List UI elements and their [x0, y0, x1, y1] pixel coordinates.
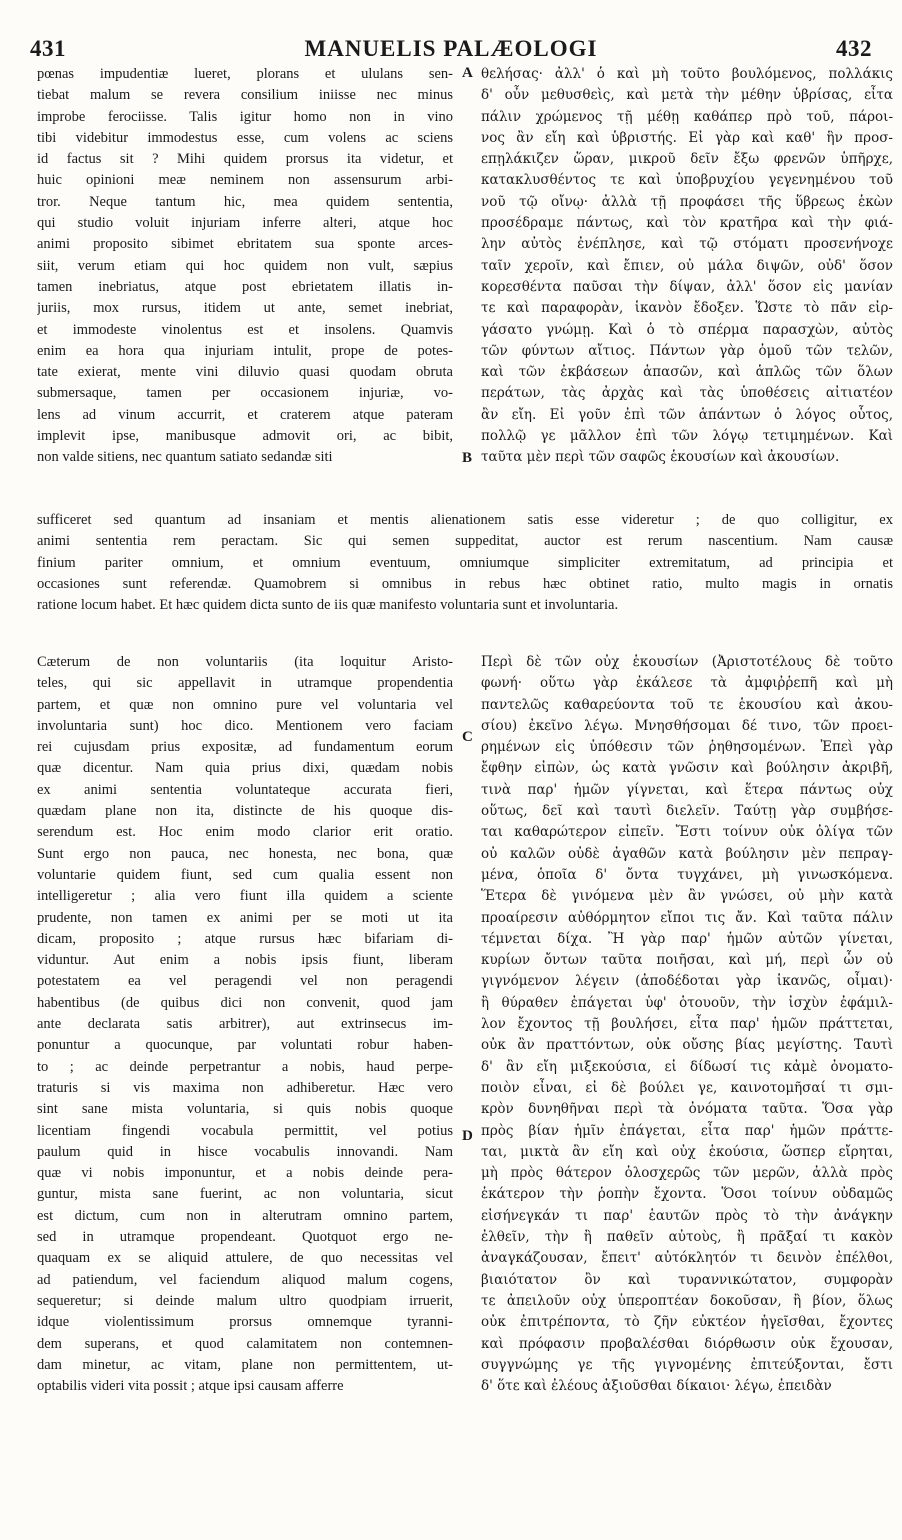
- text-line: sed in utramque propendeant. Quotquot ergo ne-: [37, 1229, 453, 1246]
- text-line: ante declarata satis arbitrer), aut extrinsecus im-: [37, 1016, 453, 1033]
- text-line: qui studio voluit injuriam inferre alteri, atque hoc: [37, 215, 453, 232]
- text-line: πρὸς βίαν ἡμῖν ἐπάγεται, εἶτα παρ' ἡμῶν πράττε-: [481, 1122, 893, 1139]
- text-line: pœnas impudentiæ lueret, plorans et ululans sen-: [37, 66, 453, 82]
- text-line: quæ dicentur. Nam quia prius dixi, quædam nobis: [37, 760, 453, 777]
- text-line: τῶν φύντων αἴτιος. Πάντων γὰρ ὁμοῦ τῶν τελῶν,: [481, 342, 893, 359]
- text-line: occasiones sunt referendæ. Quamobrem si omnibus in rebus hæc obtinet ratio, multo magis in ornatis: [37, 575, 893, 592]
- text-line: tate exierat, mente vini diluvio quasi quodam obruta: [37, 364, 453, 381]
- text-line: ταῖν χεροῖν, καὶ ἔπιεν, οὐ μάλα διψῶν, οὐδ' ὅσον: [481, 257, 893, 274]
- text-line: guntur, mista sane fuerint, ac non voluntaria, sicut: [37, 1186, 453, 1203]
- text-line: involuntaria sunt) hoc dico. Mentionem vero faciam: [37, 717, 453, 734]
- text-line: tibi videbitur immodestus esse, cum volens ac sciens: [37, 129, 453, 146]
- text-line: optabilis videri vita possit ; atque ipsi causam afferre: [37, 1378, 344, 1395]
- text-line: εἰσήνεγκάν τι παρ' ἑαυτῶν πρὸς τὸ τὴν ἀνάγκην: [481, 1207, 893, 1224]
- greek-column-bottom: [481, 652, 893, 1397]
- text-line: potestatem ea vel peragendi vel non peragendi: [37, 973, 453, 990]
- text-line: intelligeretur ; alia vero fiunt illa quidem a sciente: [37, 888, 453, 905]
- text-line: μένα, ὁποῖα δ' ὄντα τυγχάνει, μὴ γινωσκόμενα.: [481, 866, 893, 883]
- text-line: licentiam fingendi vocabula permittit, vel potius: [37, 1122, 453, 1139]
- text-line: traturis si vis maxima non adhiberetur. Hæc vero: [37, 1079, 453, 1096]
- text-line: ex animi sententia voluntateque accurata fieri,: [37, 781, 453, 798]
- running-title: MANUELIS PALÆOLOGI: [304, 36, 598, 61]
- text-line: ἔφθην εἰπὼν, ὡς κατὰ γνῶσιν καὶ βούλησιν ἀκριβῆ,: [481, 760, 893, 777]
- page-number-left: 431: [30, 36, 66, 61]
- text-line: επῃλάκιζεν ὥραν, μικροῦ δεῖν ἔξω φρενῶν ὑπῆρχε,: [481, 151, 893, 168]
- margin-marker-b: B: [462, 450, 473, 466]
- text-line: enim ea hora qua injuriam intulit, prope de potes-: [37, 342, 453, 359]
- text-line: κορεσθέντα παῦσαι τὴν δίψαν, ἀλλ' ὅσον εἰς μανίαν: [481, 278, 893, 295]
- text-line: quæ vi nobis imponuntur, et a nobis deinde pera-: [37, 1165, 453, 1182]
- margin-marker-c: C: [462, 729, 473, 745]
- text-line: juriis, mox rursus, itidem ut ante, semet inebriat,: [37, 300, 453, 317]
- text-line: sint sane mista voluntaria, si quis nobis quoque: [37, 1101, 453, 1118]
- text-line: ponuntur a quocunque, par voluntati robur haben-: [37, 1037, 453, 1054]
- text-line: voluntarie quidem fiunt, sed cum qualia essent non: [37, 866, 453, 883]
- text-line: δ' ἂν εἴη μιξεκούσια, εἰ δίδωσί τις κἀμὲ ὀνοματο-: [481, 1058, 893, 1075]
- text-line: quaquam ex se aliquid attulere, de quo necessitas vel: [37, 1250, 453, 1267]
- text-line: κρὸν δυνηθῆναι περὶ τὰ ὀνόματα ταῦτα. Ὅσα γὰρ: [481, 1101, 893, 1118]
- text-line: γιγνόμενον λέγειν (ἀποδέδοται γὰρ ἱκανῶς, οἶμαι)·: [481, 973, 893, 990]
- text-line: νοῦ τῷ οἴνῳ· ἀλλὰ τῇ προφάσει τῆς ὕβρεως ἑκὼν: [481, 193, 893, 210]
- text-line: Περὶ δὲ τῶν οὐχ ἑκουσίων (Ἀριστοτέλους δὲ τοῦτο: [481, 654, 893, 670]
- margin-marker-d: D: [462, 1128, 473, 1144]
- text-line: λον ἔχοντος τῇ βουλήσει, εἶτα παρ' ἡμῶν πράττεται,: [481, 1016, 893, 1033]
- text-line: δ' ὅτε καὶ ἐλέους ἀξιοῦσθαι δίκαιοι· λέγω, ἐπειδὰν: [481, 1378, 832, 1395]
- text-line: animi sententia rem peractam. Sic qui semen suppeditat, auctor est rerum nascentium. Nam causæ: [37, 533, 893, 550]
- text-line: rei cujusdam prius expositæ, ad fundamentum eorum: [37, 739, 453, 756]
- text-line: dam minetur, ac vitam, plane non permittentem, ut-: [37, 1356, 453, 1373]
- text-line: animi proposito sibimet ebritatem sua sponte arces-: [37, 236, 453, 253]
- text-line: θελήσας· ἀλλ' ὁ καὶ μὴ τοῦτο βουλόμενος, πολλάκις: [481, 66, 893, 82]
- text-line: sequeretur; si deinde malum ultro quodpiam irruerit,: [37, 1292, 453, 1309]
- text-line: περάτων, τὰς ἀρχὰς καὶ τὰς ὑποθέσεις αἰτιατέον: [481, 385, 893, 402]
- text-line: λην αὐτὸς ἐνέπλησε, καὶ τῷ στόματι προσενήνοχε: [481, 236, 893, 253]
- text-line: ποιὸν εἶναι, εἰ δὲ βούλει γε, καινοτομῆσαί τι σμι-: [481, 1079, 893, 1096]
- text-line: ταῦτα μὲν περὶ τῶν σαφῶς ἑκουσίων καὶ ἀκουσίων.: [481, 449, 840, 466]
- text-line: ται καθαρώτερον εἰπεῖν. Ἔστι τοίνυν οὐκ ὀλίγα τῶν: [481, 824, 893, 841]
- text-line: teles, qui sic appellavit in utramque propendentia: [37, 675, 453, 692]
- text-line: Ἕτερα δὲ γινόμενα μὲν ἂν γνώσει, οὐ μὴν κατὰ: [481, 888, 893, 905]
- text-line: est dictum, cum non in alterutram omnino partem,: [37, 1207, 453, 1224]
- text-line: συγγνώμης γε τῆς γιγνομένης ἐπιτεύξονται, ἔστι: [481, 1356, 893, 1373]
- margin-marker-a: A: [462, 65, 473, 81]
- text-line: tror. Neque tantum hic, mea quidem sententia,: [37, 193, 453, 210]
- page-number-right: 432: [836, 36, 872, 61]
- text-line: ad patiendum, vel faciendum aliquod malum cogens,: [37, 1271, 453, 1288]
- text-line: ratione locum habet. Et hæc quidem dicta sunto de iis quæ manifesto voluntaria sunt et involuntaria.: [37, 597, 619, 614]
- text-line: ἂν εἴη. Εἰ γοῦν ἐπὶ τῶν ἁπάντων ὁ λόγος οὗτος,: [481, 406, 893, 423]
- text-line: finium pariter omnium, et omnium eventuum, omniumque simpliciter extremitatum, ad principia et: [37, 554, 893, 571]
- text-line: οὕτως, δεῖ καὶ ταυτὶ διελεῖν. Ταύτῃ γὰρ συμβήσε-: [481, 803, 893, 820]
- text-line: ἑκάτερον τὴν ῥοπὴν ἔχοντα. Ὅσοι τοίνυν οὐδαμῶς: [481, 1186, 893, 1203]
- text-line: γάσατο γνώμῃ. Καὶ ὁ τὸ σπέρμα παρασχὼν, αὐτὸς: [481, 321, 893, 338]
- text-line: submersaque, tamen per occasionem injuriæ, vo-: [37, 385, 453, 402]
- text-line: dicam, proposito ; atque rursus hæc bifariam di-: [37, 930, 453, 947]
- text-line: νος ἂν εἴη καὶ ὑβριστής. Εἰ γὰρ καὶ καθ' ἣν προσ-: [481, 129, 893, 146]
- text-line: τινὰ παρ' ἡμῶν γίγνεται, καὶ ἕτερα πάντως οὐχ: [481, 781, 893, 798]
- text-line: φωνή· οὕτω γὰρ ἐκάλεσε τὰ ἀμφιῤῥεπῆ καὶ μὴ: [481, 675, 893, 692]
- text-line: οὐκ ἂν πραττόντων, οὐκ οὔσης βίας μεγίστης. Ταυτὶ: [481, 1037, 893, 1054]
- text-line: partem, et quæ non omnino pure vel voluntaria vel: [37, 696, 453, 713]
- text-line: παντελῶς καθαρεύοντα τοῦ τε ἑκουσίου καὶ ἀκου-: [481, 696, 893, 713]
- text-line: tamen inebriatus, atque post ebrietatem illatis in-: [37, 278, 453, 295]
- text-line: πολλῷ γε μᾶλλον ἐπὶ τῶν λόγῳ τετιμημένων. Καὶ: [481, 428, 893, 445]
- text-line: viduntur. Aut enim a nobis ipsis fiunt, liberam: [37, 952, 453, 969]
- text-line: προσέδραμε πάντως, καὶ τὸν κρατῆρα καὶ τὴν φιά-: [481, 215, 893, 232]
- text-line: siit, verum etiam qui hoc quidem non vult, sæpius: [37, 257, 453, 274]
- text-line: id factus sit ? Mihi quidem prorsus ita videtur, et: [37, 151, 453, 168]
- text-line: τε ἀπειλοῦν οὐχ ὑπεροπτέαν δοκοῦσαν, ἢ βίον, ὅλως: [481, 1292, 893, 1309]
- text-line: καὶ τῶν ἐκβάσεων ἁπασῶν, καὶ ἁπλῶς τῶν ὅλων: [481, 364, 893, 381]
- text-line: idque violentissimum prorsus omnemque tyranni-: [37, 1314, 453, 1331]
- text-line: tiebat malum se revera consilium iniisse nec minus: [37, 87, 453, 104]
- text-line: τέμνεται δίχα. Ἢ γὰρ παρ' ἡμῶν αὐτῶν γίνεται,: [481, 930, 893, 947]
- latin-full-width-paragraph: [37, 510, 893, 616]
- text-line: ται, μικτὰ ἂν εἴη καὶ οὐχ ἑκούσια, ὥσπερ εἴρηται,: [481, 1143, 893, 1160]
- latin-column-top: [37, 64, 453, 469]
- text-line: improbe ferociisse. Talis igitur homo non in vino: [37, 108, 453, 125]
- text-line: ἐλθεῖν, τὴν ἢ παθεῖν αὐτοὺς, ἢ πρᾶξαί τι κακὸν: [481, 1229, 893, 1246]
- text-line: καὶ πρόφασιν προβαλέσθαι διόρθωσιν οὐκ ἔχουσαν,: [481, 1335, 893, 1352]
- text-line: δ' οὖν μεθυσθεὶς, καὶ μετὰ τὴν μέθην ὑβρίσας, εἶτα: [481, 87, 893, 104]
- text-line: πάλιν χρώμενος τῇ μέθῃ καθάπερ πρὸ τοῦ, πάροι-: [481, 108, 893, 125]
- text-line: προαίρεσιν αὐθόρμητον εἴποι τις ἄν. Καὶ ταῦτα πάλιν: [481, 909, 893, 926]
- greek-column-top: [481, 64, 893, 469]
- text-line: sufficeret sed quantum ad insaniam et mentis alienationem satis esse videretur ; de quo colligitur, ex: [37, 512, 893, 528]
- text-line: βιαιότατον ὂν καὶ τυραννικώτατον, συμφορὰν: [481, 1271, 893, 1288]
- text-line: implevit ipse, manibusque admovit ori, ac bibit,: [37, 428, 453, 445]
- text-line: οὐ καλῶν οὐδὲ ἀγαθῶν κατὰ βούλησιν μὲν πεπραγ-: [481, 845, 893, 862]
- text-line: κυρίων ὄντων ταῦτα ποιῆσαι, καὶ μή, περὶ ὧν οὐ: [481, 952, 893, 969]
- text-line: ἢ θύραθεν ἐπάγεται ὑφ' ὁτουοῦν, τὴν ἰσχὺν ἐφάμιλ-: [481, 994, 893, 1011]
- text-line: οὐκ ἐπιτρέποντα, τὸ ζῆν εὐκτέον ἡγεῖσθαι, ἔχοντες: [481, 1314, 893, 1331]
- text-line: Sunt ergo non pauca, nec honesta, nec bona, quæ: [37, 845, 453, 862]
- text-line: quædam plane non ita, distincte de his quoque dis-: [37, 803, 453, 820]
- text-line: serendum est. Hoc enim modo clarior erit oratio.: [37, 824, 453, 841]
- text-line: lens ad vinum accurrit, et craterem atque pateram: [37, 406, 453, 423]
- text-line: ἀναγκάζουσαν, ἔπειτ' αὐτόκλητόν τι δεινὸν ἐπέλθοι,: [481, 1250, 893, 1267]
- text-line: prudente, non tamen ex animi per se moti ut ita: [37, 909, 453, 926]
- text-line: κατακλυσθέντος τε καὶ ὑποβρυχίου γεγενημένου τοῦ: [481, 172, 893, 189]
- text-line: σίου) ἐκεῖνο λέγω. Μνησθήσομαι δέ τινο, τῶν προει-: [481, 717, 893, 734]
- text-line: to ; ac deinde perpetrantur a nobis, haud perpe-: [37, 1058, 453, 1075]
- text-line: τε καὶ παραφορὰν, ἱκανὸν ἔδοξεν. Ὥστε τὸ πᾶν εἰρ-: [481, 300, 893, 317]
- latin-column-bottom: [37, 652, 453, 1397]
- text-line: ρημένων εἰς ὑπόθεσιν τῶν ῥηθησομένων. Ἐπεὶ γὰρ: [481, 739, 893, 756]
- text-line: et immodeste vinolentus est et insolens. Quamvis: [37, 321, 453, 338]
- text-line: μὴ πρὸς θάτερον ὁλοσχερῶς τῶν μερῶν, ἀλλὰ πρὸς: [481, 1165, 893, 1182]
- text-line: dem superans, et quod calamitatem non contemnen-: [37, 1335, 453, 1352]
- text-line: habentibus (de quibus dici non convenit, quod jam: [37, 994, 453, 1011]
- text-line: huic opinioni meæ neminem non assensurum arbi-: [37, 172, 453, 189]
- text-line: paulum quid in hisce vocabulis innovandi. Nam: [37, 1143, 453, 1160]
- text-line: non valde sitiens, nec quantum satiato sedandæ siti: [37, 449, 333, 466]
- text-line: Cæterum de non voluntariis (ita loquitur Aristo-: [37, 654, 453, 670]
